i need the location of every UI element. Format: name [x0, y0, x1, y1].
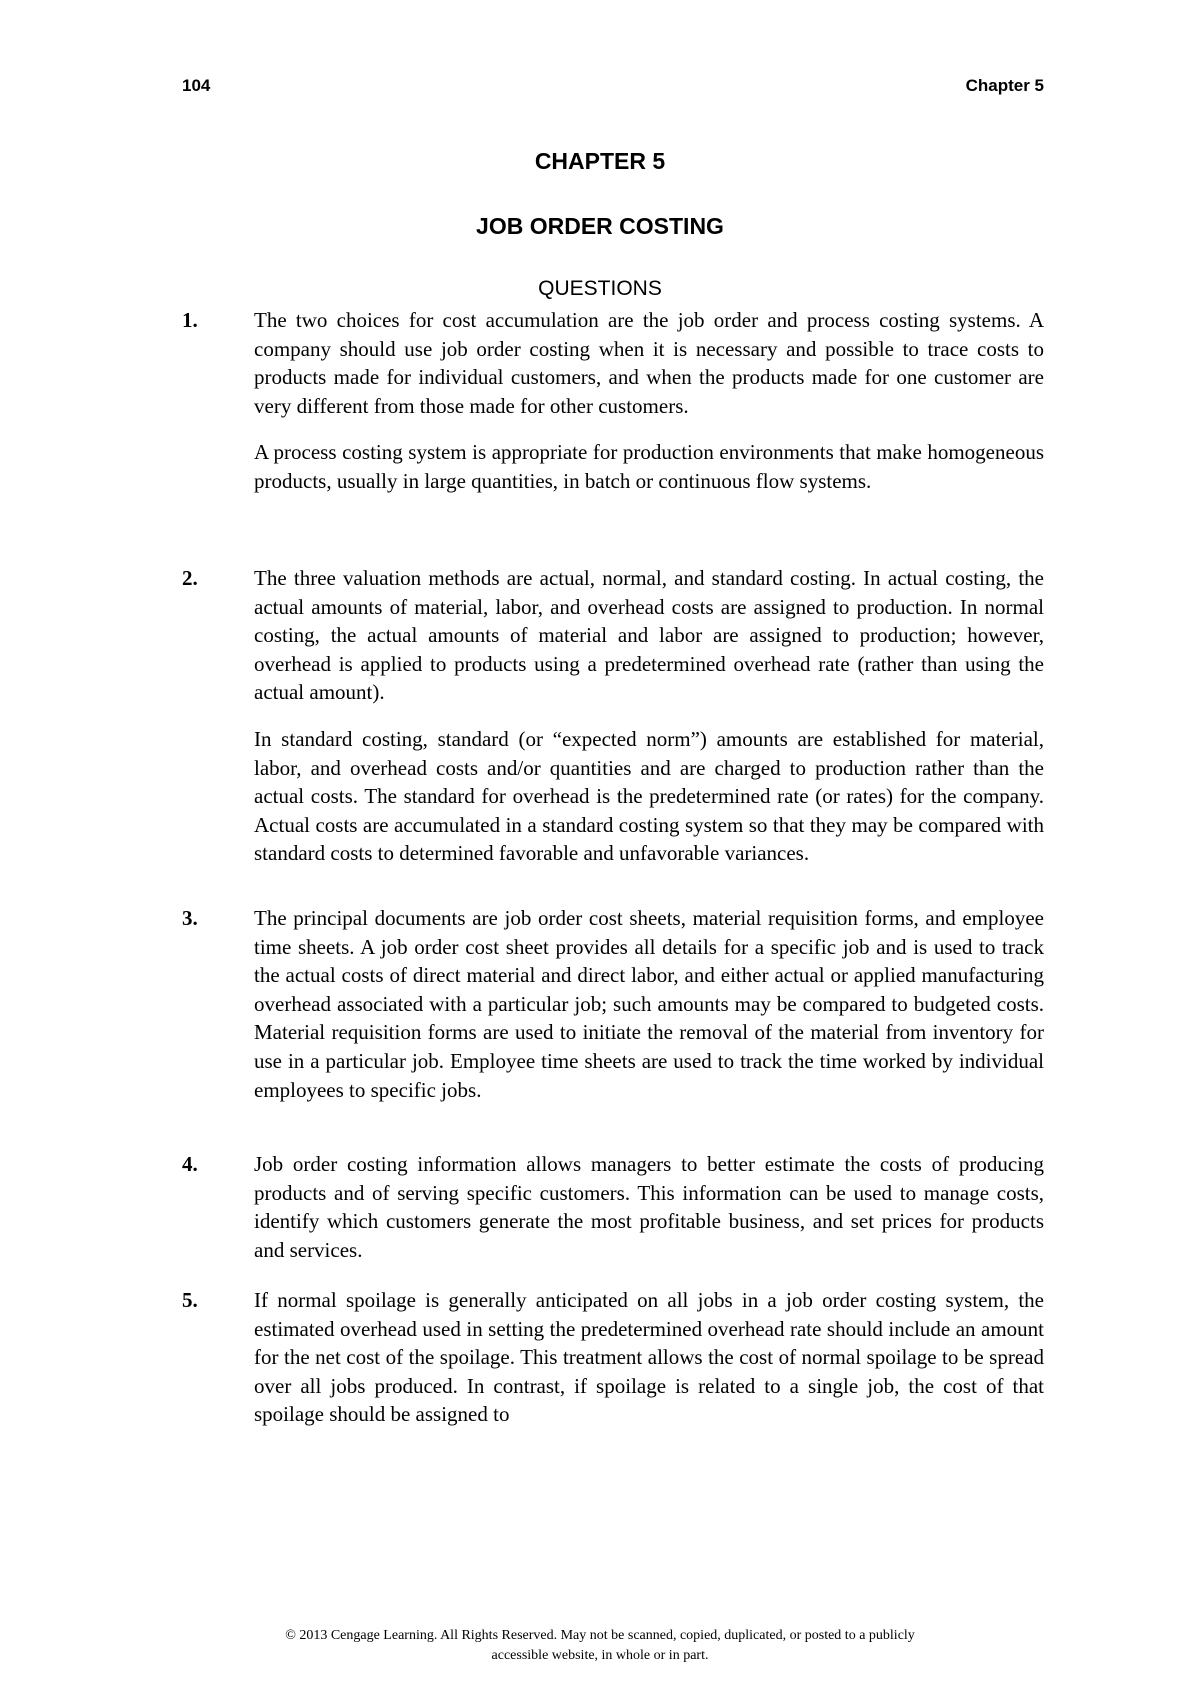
- running-header: [182, 76, 1044, 100]
- question-paragraph: If normal spoilage is generally anticipated on all jobs in a job order costing system, the estimated overhead used in setting the predetermined overhead rate should include an amount for the net cost of the spoilage. This treatment allows the cost of normal spoilage to be spread over all jobs produced. In contrast, if spoilage is related to a single job, the cost of that spoilage should be assigned to: [254, 1288, 1044, 1427]
- question-1: [182, 306, 1044, 496]
- question-paragraph: The principal documents are job order cost sheets, material requisition forms, and employee time sheets. A job order cost sheet provides all details for a specific job and is used to track the actual costs of direct material and direct labor, and either actual or applied manufacturing overhead associated with a particular job; such amounts may be compared to budgeted costs. Material requisition forms are used to initiate the removal of the material from inventory for use in a particular job. Employee time sheets are used to track the time worked by individual employees to specific jobs.: [254, 906, 1044, 1102]
- question-paragraph: In standard costing, standard (or “expected norm”) amounts are established for material, labor, and overhead costs and/or quantities and are charged to production rather than the actual costs. The standard for overhead is the predetermined rate (or rates) for the company. Actual costs are accumulated in a standard costing system so that they may be compared with standard costs to determined favorable and unfavorable variances.: [254, 726, 1044, 866]
- question-number: 4.: [182, 1152, 198, 1176]
- question-2: [182, 564, 1044, 868]
- question-number: 5.: [182, 1288, 198, 1312]
- copyright-line-2: accessible website, in whole or in part.: [491, 1648, 709, 1663]
- copyright-line-1: © 2013 Cengage Learning. All Rights Reserved. May not be scanned, copied, duplicated, or posted to a publicly: [285, 1628, 915, 1643]
- question-number: 3.: [182, 906, 198, 930]
- question-paragraph: The three valuation methods are actual, normal, and standard costing. In actual costing, the actual amounts of material, labor, and overhead costs are assigned to production. In normal costing, the actual amounts of material and labor are assigned to production; however, overhead is applied to products using a predetermined overhead rate (rather than using the actual amount).: [254, 566, 1044, 705]
- question-number: 2.: [182, 566, 198, 590]
- section-title: QUESTIONS: [538, 277, 662, 300]
- question-5: [182, 1286, 1044, 1429]
- chapter-title: CHAPTER 5: [534, 148, 666, 174]
- topic-title: JOB ORDER COSTING: [476, 213, 724, 239]
- copyright-footer: [0, 1626, 1200, 1666]
- question-number: 1.: [182, 308, 198, 332]
- question-3: [182, 904, 1044, 1104]
- chapter-reference: Chapter 5: [965, 76, 1044, 95]
- question-paragraph: The two choices for cost accumulation are the job order and process costing systems. A company should use job order costing when it is necessary and possible to trace costs to products made for individual customers, and when the products made for one customer are very different from those made for other customers.: [254, 308, 1044, 418]
- question-4: [182, 1150, 1044, 1264]
- question-paragraph: Job order costing information allows managers to better estimate the costs of producing products and of serving specific customers. This information can be used to manage costs, identify which customers generate the most profitable business, and set prices for products and services.: [254, 1152, 1044, 1262]
- page-number: 104: [182, 76, 211, 95]
- question-paragraph: A process costing system is appropriate for production environments that make homogeneous products, usually in large quantities, in batch or continuous flow systems.: [254, 440, 1044, 493]
